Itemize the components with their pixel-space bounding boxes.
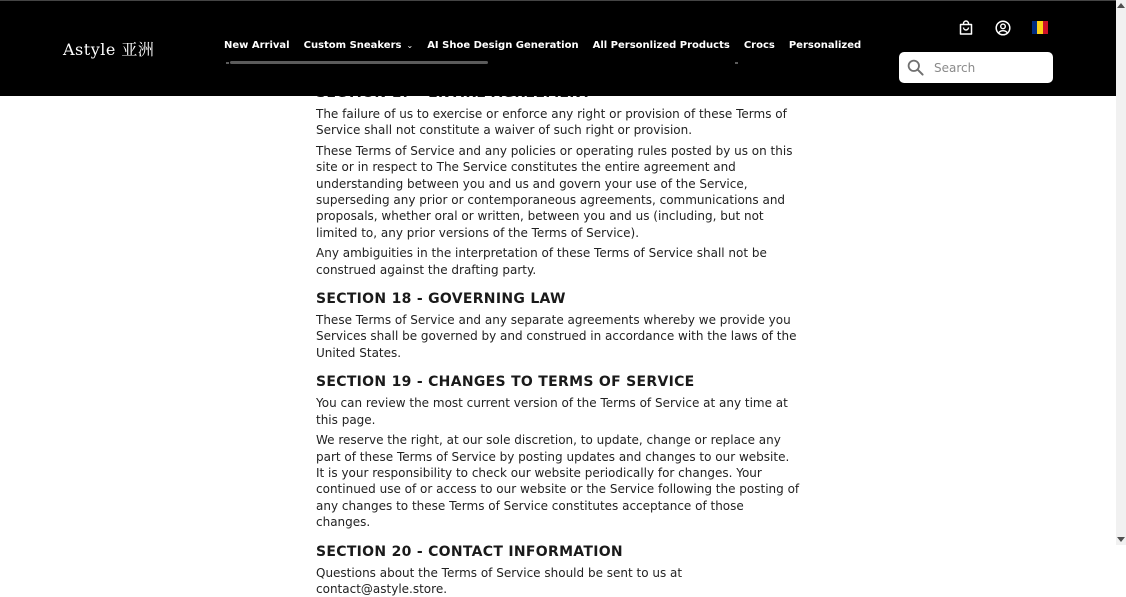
section-19-paragraph-2: We reserve the right, at our sole discretion, to update, change or replace any part of these Terms of Service by posting updates and changes to our website. It is your responsibility to check our website periodically for changes. Your continued use of or access to our website or the Service following the posting of any changes to these Terms of Service constitutes acceptance of those changes. xyxy=(316,433,800,530)
section-17-paragraph-1: The failure of us to exercise or enforce any right or provision of these Terms of Service shall not constitute a waiver of such right or provision. xyxy=(316,107,787,138)
scroll-up-arrow-icon[interactable] xyxy=(1117,3,1125,8)
chevron-down-icon: ⌄ xyxy=(406,41,414,50)
nav-scrollbar[interactable] xyxy=(230,61,488,64)
scrollbar-thumb[interactable] xyxy=(1118,14,1124,530)
romania-flag-icon[interactable] xyxy=(1032,21,1048,34)
search-box[interactable] xyxy=(899,52,1053,83)
nav-new-arrival[interactable]: New Arrival xyxy=(224,40,290,51)
nav-personalized-products[interactable]: All Personlized Products xyxy=(592,40,730,51)
section-19-heading: SECTION 19 - CHANGES TO TERMS OF SERVICE xyxy=(316,374,695,391)
search-input[interactable] xyxy=(932,57,1048,79)
section-20-paragraph-1: Questions about the Terms of Service should be sent to us at contact@astyle.store. xyxy=(316,565,683,596)
user-account-icon[interactable] xyxy=(995,20,1011,36)
flag-stripe-red xyxy=(1043,21,1048,34)
section-19-paragraph-1: You can review the most current version of the Terms of Service at any time at this page. xyxy=(316,396,788,427)
section-17-paragraph-2: These Terms of Service and any policies or operating rules posted by us on this site or in respect to The Service constitutes the entire agreement and understanding between you and us and govern your use of the Service, superseding any prior or contemporaneous agreements, communications and proposals, whether oral or written, between you and us (including, but not limited to, any prior versions of the Terms of Service). xyxy=(316,143,793,240)
nav-personalized[interactable]: Personalized xyxy=(788,40,862,51)
nav-scroll-left[interactable] xyxy=(226,62,229,64)
nav-custom-sneakers[interactable]: Custom Sneakers ⌄ xyxy=(303,40,414,51)
shopping-bag-icon[interactable] xyxy=(958,20,974,36)
search-icon[interactable] xyxy=(907,59,924,76)
nav-ai-shoe-design[interactable]: AI Shoe Design Generation xyxy=(427,40,579,51)
page-scrollbar[interactable] xyxy=(1116,0,1126,545)
main-nav xyxy=(224,39,862,55)
nav-scroll-right[interactable] xyxy=(735,62,738,64)
site-logo[interactable]: Astyle 亚洲 xyxy=(63,40,155,59)
scroll-down-arrow-icon[interactable] xyxy=(1117,537,1125,542)
site-header xyxy=(0,0,1116,96)
terms-content xyxy=(316,84,800,597)
section-18-paragraph-1: These Terms of Service and any separate agreements whereby we provide you Services shall be governed by and construed in accordance with the laws of the United States. xyxy=(316,313,797,360)
section-18-heading: SECTION 18 - GOVERNING LAW xyxy=(316,291,566,308)
section-17-paragraph-3: Any ambiguities in the interpretation of these Terms of Service shall not be construed against the drafting party. xyxy=(316,246,767,277)
nav-crocs[interactable]: Crocs xyxy=(743,40,775,51)
section-20-heading: SECTION 20 - CONTACT INFORMATION xyxy=(316,543,623,560)
